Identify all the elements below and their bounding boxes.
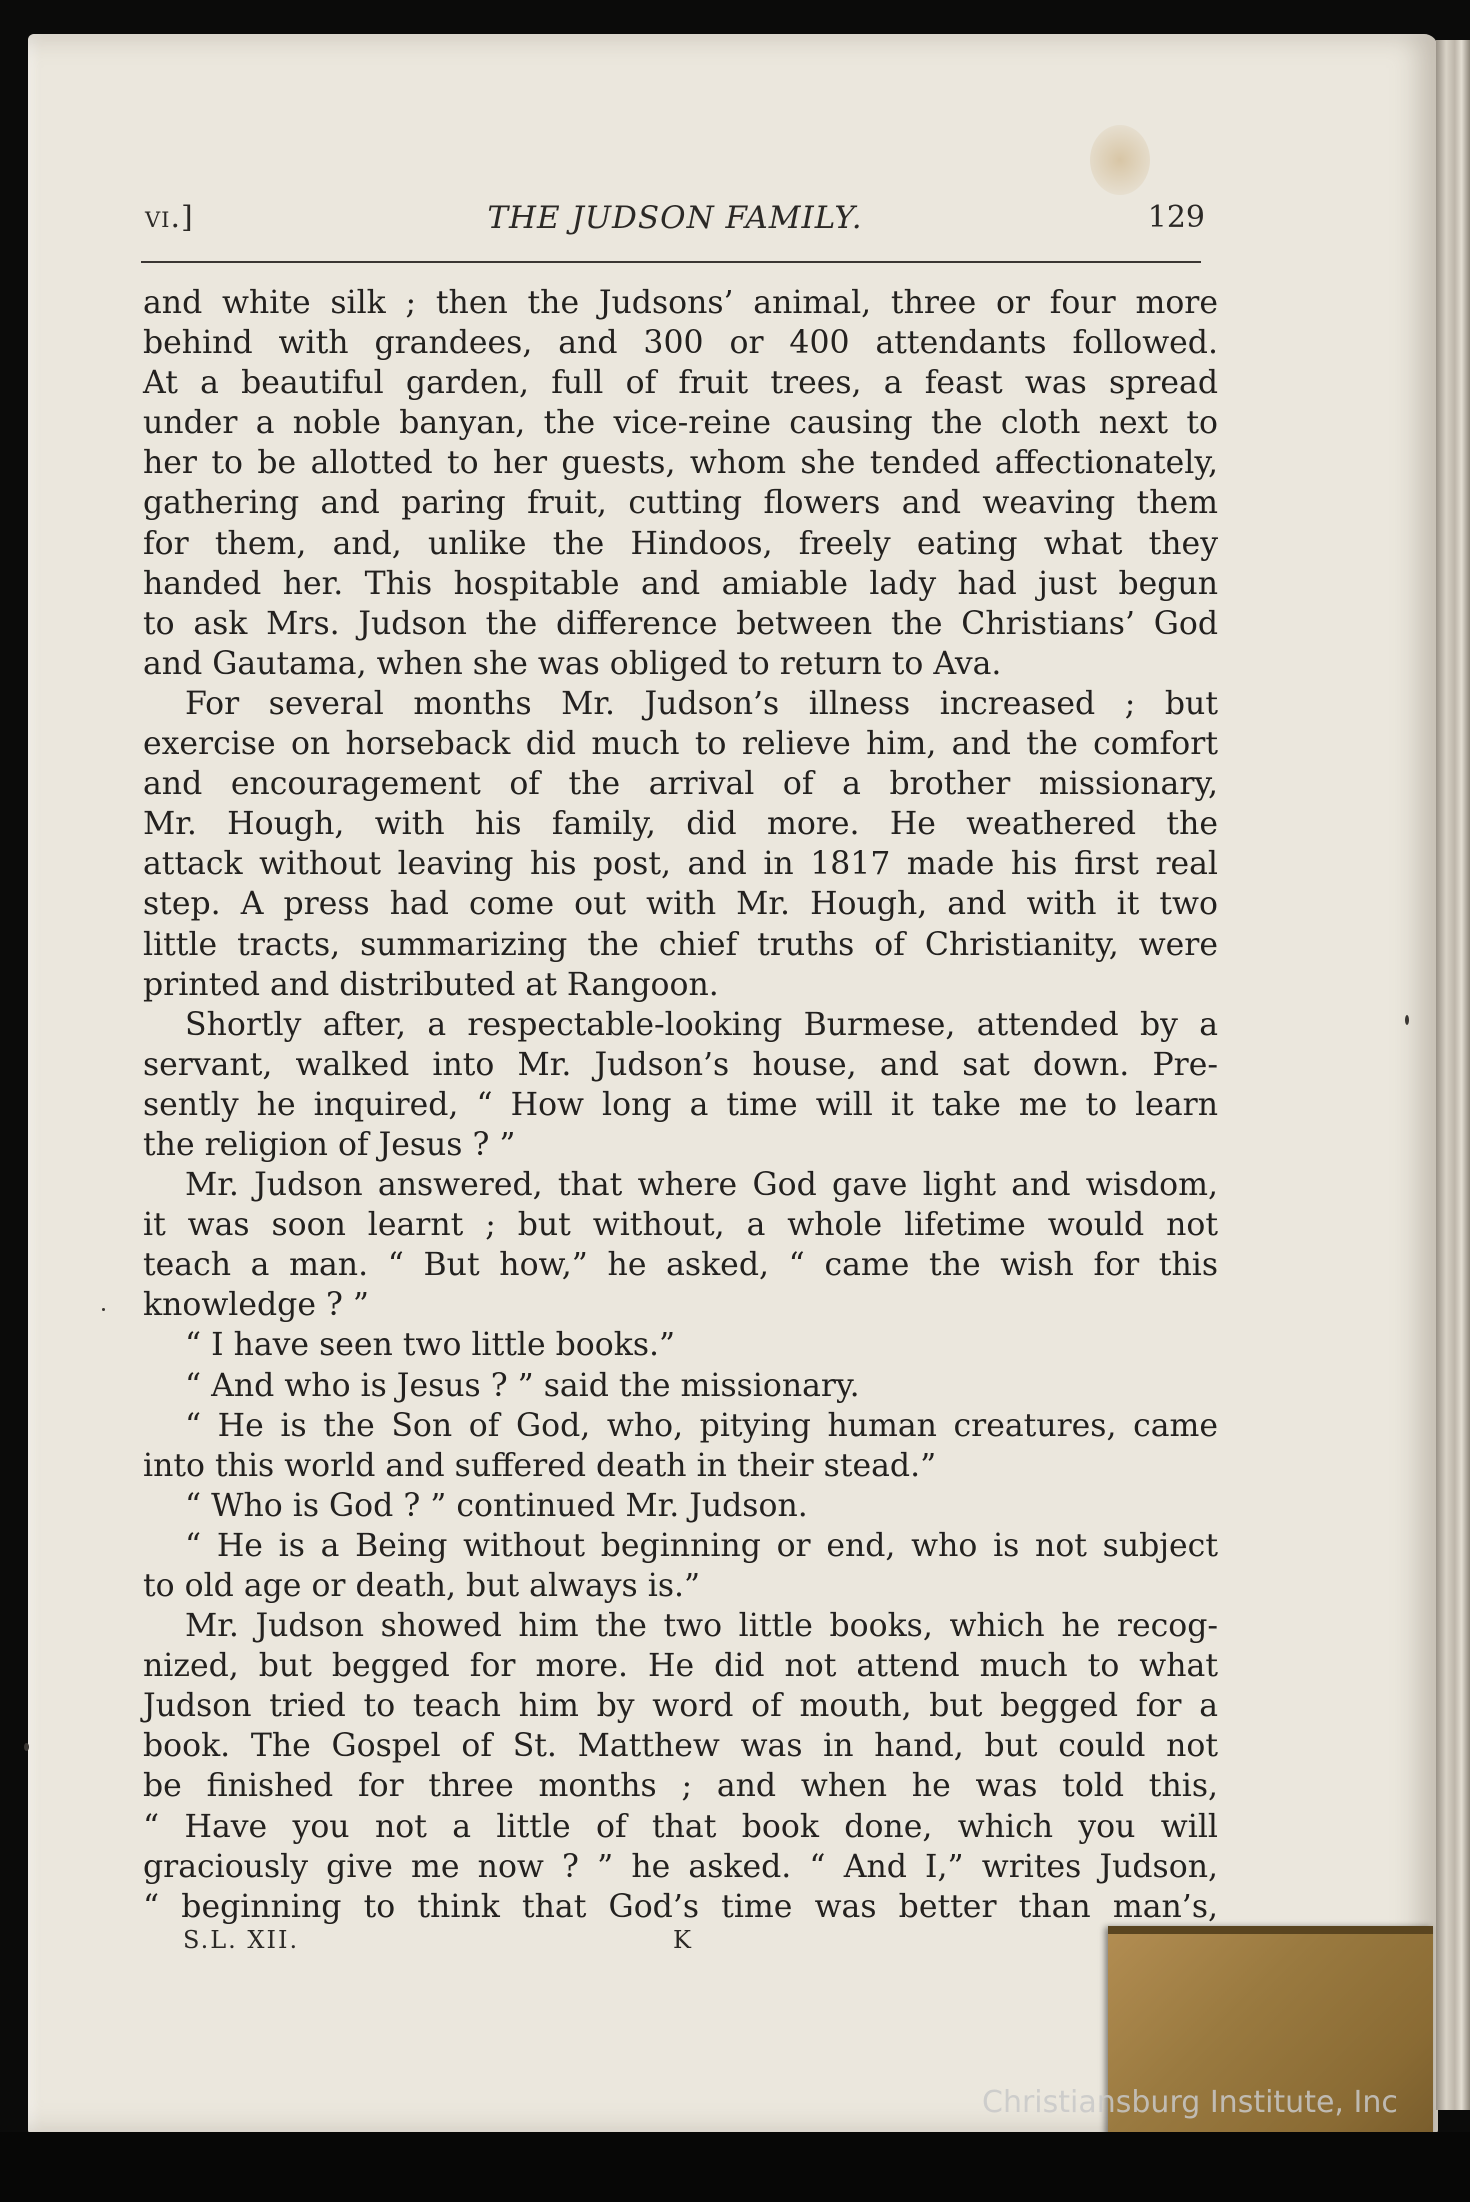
text-line: exercise on horseback did much to relieve him, and the comfort [143,726,1218,763]
text-line: “ beginning to think that God’s time was better than man’s, [143,1888,1218,1925]
text-line: to ask Mrs. Judson the difference between the Christians’ God [143,605,1218,642]
text-line: Mr. Hough, with his family, did more. He weathered the [143,806,1218,843]
text-line: “ I have seen two little books.” [185,1327,676,1364]
text-line: the religion of Jesus ? ” [143,1126,516,1163]
page-edges [1436,40,1470,2110]
text-line: “ He is the Son of God, who, pitying human creatures, came [185,1407,1218,1444]
text-line: nized, but begged for more. He did not attend much to what [143,1648,1218,1685]
text-line: sently he inquired, “ How long a time will it take me to learn [143,1086,1218,1123]
text-line: printed and distributed at Rangoon. [143,966,719,1003]
text-line: her to be allotted to her guests, whom she tended affectionately, [143,445,1218,482]
text-line: to old age or death, but always is.” [143,1568,701,1604]
text-line: graciously give me now ? ” he asked. “ And I,” writes Judson, [143,1848,1218,1885]
text-line: into this world and suffered death in their stead.” [143,1447,937,1484]
text-line: At a beautiful garden, full of fruit trees, a feast was spread [143,365,1218,402]
chapter-marker: vi.] [145,200,194,235]
text-line: Judson tried to teach him by word of mouth, but begged for a [143,1688,1218,1725]
text-line: “ He is a Being without beginning or end, who is not subject [185,1527,1218,1564]
body-text [143,283,1218,1927]
text-line: For several months Mr. Judson’s illness increased ; but [185,685,1218,722]
running-title: THE JUDSON FAMILY. [487,200,863,236]
scan-background [0,2132,1470,2202]
text-line: step. A press had come out with Mr. Hough, and with it two [143,886,1218,923]
text-line: attack without leaving his post, and in 1817 made his first real [143,846,1218,883]
text-line: Mr. Judson answered, that where God gave light and wisdom, [185,1167,1218,1204]
text-line: under a noble banyan, the vice-reine causing the cloth next to [143,405,1218,442]
text-line: “ Have you not a little of that book done, which you will [143,1808,1218,1845]
text-line: teach a man. “ But how,” he asked, “ came the wish for this [143,1247,1218,1284]
text-line: little tracts, summarizing the chief truths of Christianity, were [143,926,1218,963]
watermark: Christiansburg Institute, Inc [982,2085,1398,2120]
signature-mark: S.L. XII. [183,1926,300,1954]
paper-speck [24,1743,29,1751]
header-rule [141,261,1201,263]
paper-speck [102,1308,105,1311]
paper-stain [1090,125,1150,195]
gathering-letter: K [673,1926,693,1954]
text-line: behind with grandees, and 300 or 400 attendants followed. [143,325,1218,362]
paper-speck [1405,1015,1409,1025]
text-line: and Gautama, when she was obliged to return to Ava. [143,645,1002,682]
text-line: gathering and paring fruit, cutting flowers and weaving them [143,485,1218,522]
text-line: for them, and, unlike the Hindoos, freely eating what they [143,525,1218,562]
text-line: Shortly after, a respectable-looking Burmese, attended by a [185,1006,1218,1043]
text-line: and white silk ; then the Judsons’ animal, three or four more [143,285,1218,321]
text-line: be finished for three months ; and when he was told this, [143,1768,1218,1805]
text-line: it was soon learnt ; but without, a whole lifetime would not [143,1207,1218,1244]
page-number: 129 [1147,200,1205,235]
text-line: and encouragement of the arrival of a brother missionary, [143,766,1218,803]
text-line: knowledge ? ” [143,1287,370,1324]
text-line: Mr. Judson showed him the two little books, which he recog- [185,1608,1218,1645]
text-line: servant, walked into Mr. Judson’s house, and sat down. Pre- [143,1046,1218,1083]
bookmark-edge [1108,1926,1433,1934]
text-line: handed her. This hospitable and amiable lady had just begun [143,565,1218,602]
text-line: “ Who is God ? ” continued Mr. Judson. [185,1487,808,1524]
text-line: book. The Gospel of St. Matthew was in hand, but could not [143,1728,1218,1765]
text-line: “ And who is Jesus ? ” said the missionary. [185,1367,860,1404]
running-header [145,200,1205,260]
